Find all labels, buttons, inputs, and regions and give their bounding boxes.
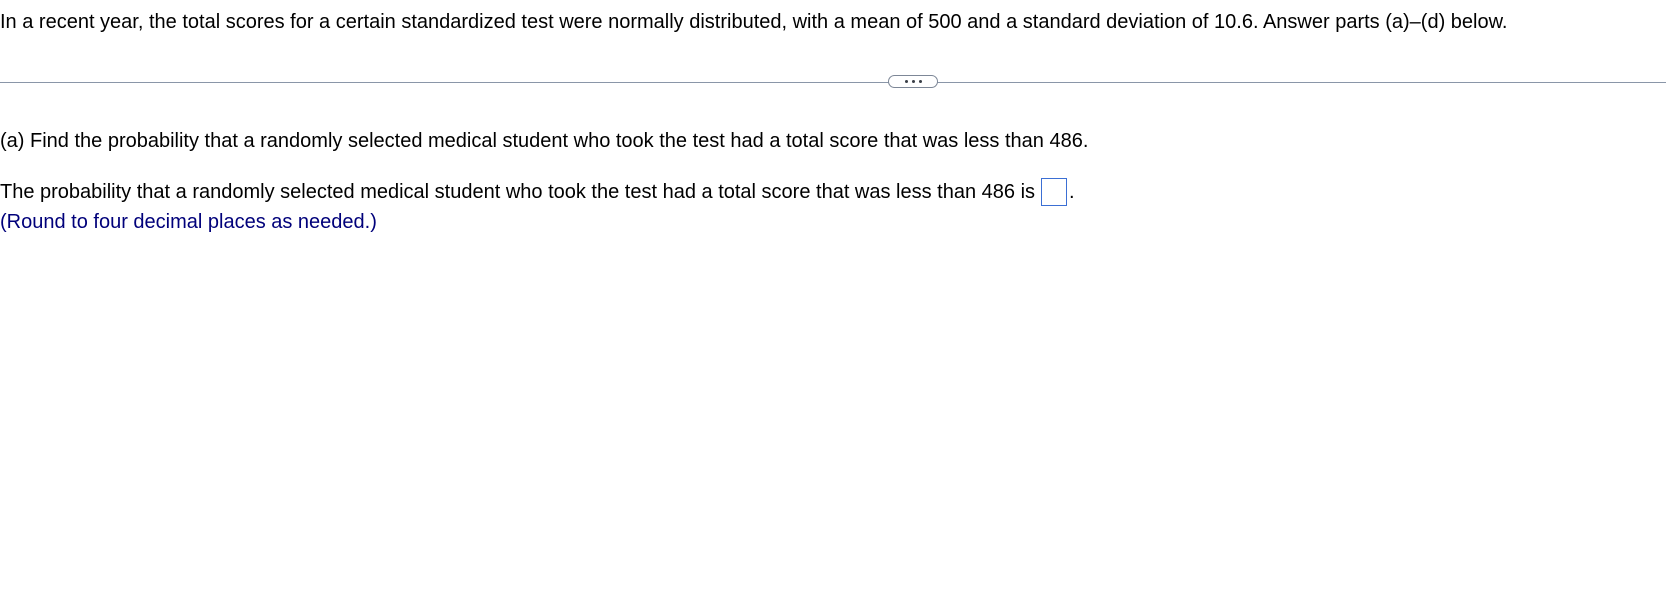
ellipsis-icon bbox=[919, 80, 922, 83]
part-a-question: (a) Find the probability that a randomly selected medical student who took the test had a total score that was less than 486. bbox=[0, 130, 1089, 152]
problem-intro: In a recent year, the total scores for a certain standardized test were normally distributed, with a mean of 500 and a standard deviation of 10.6. Answer parts (a)–(d) below. bbox=[0, 11, 1508, 33]
part-a-answer-line bbox=[0, 178, 1075, 206]
answer-prefix-text: The probability that a randomly selected medical student who took the test had a total score that was less than 486 is bbox=[0, 181, 1036, 203]
ellipsis-icon bbox=[905, 80, 908, 83]
rounding-instruction: (Round to four decimal places as needed.) bbox=[0, 211, 377, 233]
ellipsis-icon bbox=[912, 80, 915, 83]
expand-more-button[interactable] bbox=[888, 75, 938, 88]
answer-suffix-text: . bbox=[1069, 181, 1075, 203]
section-divider bbox=[0, 82, 1666, 83]
answer-input[interactable] bbox=[1041, 178, 1067, 206]
